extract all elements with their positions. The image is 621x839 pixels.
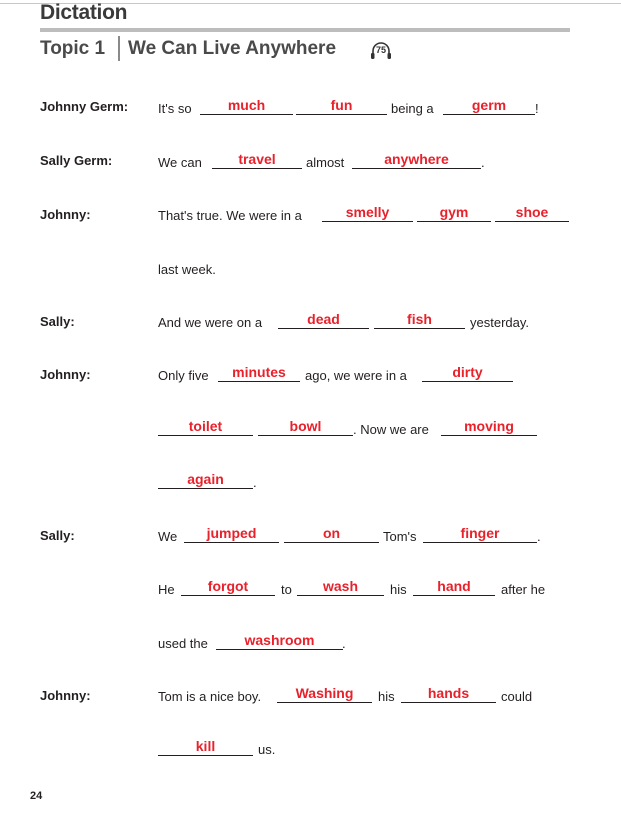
- answer-blank[interactable]: [277, 684, 372, 703]
- topic-title: We Can Live Anywhere: [128, 38, 337, 59]
- dialogue-text: ago, we were in a: [305, 368, 407, 383]
- answer-text: germ: [471, 97, 507, 113]
- answer-blank[interactable]: [258, 417, 353, 436]
- answer-text: gym: [439, 204, 469, 220]
- answer-blank[interactable]: [212, 150, 302, 169]
- answer-blank[interactable]: [443, 96, 535, 115]
- answer-blank[interactable]: [374, 310, 465, 329]
- answer-blank[interactable]: [218, 363, 300, 382]
- speaker-label: Johnny:: [40, 367, 91, 382]
- answer-text: fish: [407, 311, 432, 327]
- answer-text: again: [187, 471, 224, 487]
- page-heading: Dictation: [40, 1, 128, 24]
- dialogue-text: being a: [391, 101, 434, 116]
- dialogue-text: yesterday.: [470, 315, 530, 330]
- answer-text: travel: [238, 151, 276, 167]
- dialogue-text: And we were on a: [158, 315, 263, 330]
- answer-blank[interactable]: [297, 577, 384, 596]
- answer-text: forgot: [207, 578, 249, 594]
- page-number: 24: [30, 790, 43, 802]
- speaker-label: Johnny Germ:: [40, 99, 129, 114]
- answer-text: jumped: [206, 525, 257, 541]
- answer-blank[interactable]: [216, 631, 343, 650]
- speaker-label: Sally Germ:: [40, 153, 113, 168]
- answer-text: toilet: [188, 418, 223, 434]
- dialogue-text: That's true. We were in a: [158, 208, 302, 223]
- answer-blank[interactable]: [413, 577, 495, 596]
- answer-text: anywhere: [384, 151, 449, 167]
- dialogue-text: .: [342, 636, 346, 651]
- dialogue-text: to: [281, 582, 292, 597]
- dialogue-text: his: [378, 689, 395, 704]
- answer-text: minutes: [232, 364, 286, 380]
- answer-blank[interactable]: [495, 203, 569, 222]
- answer-blank[interactable]: [352, 150, 481, 169]
- dialogue-text: Tom's: [383, 529, 417, 544]
- answer-text: hand: [437, 578, 471, 594]
- answer-blank[interactable]: [422, 363, 513, 382]
- answer-text: finger: [460, 525, 500, 541]
- answer-text: hands: [427, 685, 470, 701]
- dialogue-text: .: [253, 475, 257, 490]
- answer-text: much: [227, 97, 266, 113]
- speaker-label: Sally:: [40, 528, 75, 543]
- dialogue-text: almost: [306, 155, 345, 170]
- dialogue-text: could: [501, 689, 533, 704]
- answer-text: dirty: [452, 364, 483, 380]
- speaker-label: Sally:: [40, 314, 75, 329]
- audio-track-number: 75: [375, 45, 386, 55]
- dialogue-text: Only five: [158, 368, 209, 383]
- answer-blank[interactable]: [181, 577, 275, 596]
- dialogue-text: .: [481, 155, 485, 170]
- dialogue-text: his: [390, 582, 407, 597]
- answer-text: wash: [322, 578, 358, 594]
- speaker-label: Johnny:: [40, 688, 91, 703]
- dialogue-text: We can: [158, 155, 202, 170]
- dialogue-text: .: [537, 529, 541, 544]
- answer-blank[interactable]: [158, 737, 253, 756]
- answer-blank[interactable]: [401, 684, 496, 703]
- answer-text: fun: [330, 97, 353, 113]
- headphones-icon[interactable]: [369, 42, 393, 60]
- speaker-label: Johnny:: [40, 207, 91, 222]
- answer-text: dead: [307, 311, 340, 327]
- dialogue-text: us.: [258, 742, 276, 757]
- answer-blank[interactable]: [158, 470, 253, 489]
- topic-label: Topic 1: [40, 38, 106, 59]
- dialogue-text: !: [535, 101, 539, 116]
- answer-text: moving: [464, 418, 514, 434]
- answer-text: shoe: [515, 204, 549, 220]
- answer-blank[interactable]: [423, 524, 537, 543]
- answer-text: kill: [195, 738, 216, 754]
- dialogue-text: Tom is a nice boy.: [158, 689, 262, 704]
- answer-text: washroom: [244, 632, 315, 648]
- dialogue-text: He: [158, 582, 175, 597]
- dialogue-text: used the: [158, 636, 208, 651]
- dialogue-text: . Now we are: [353, 422, 429, 437]
- heading-divider: [40, 28, 570, 32]
- dialogue-text: after he: [501, 582, 546, 597]
- answer-text: bowl: [289, 418, 322, 434]
- answer-blank[interactable]: [441, 417, 537, 436]
- dialogue-text: last week.: [158, 262, 216, 277]
- topic-separator: [118, 36, 120, 61]
- answer-text: smelly: [345, 204, 390, 220]
- answer-blank[interactable]: [284, 524, 379, 543]
- answer-blank[interactable]: [296, 96, 387, 115]
- dialogue-text: We: [158, 529, 178, 544]
- dialogue-text: It's so: [158, 101, 192, 116]
- answer-text: Washing: [295, 685, 354, 701]
- answer-text: on: [322, 525, 341, 541]
